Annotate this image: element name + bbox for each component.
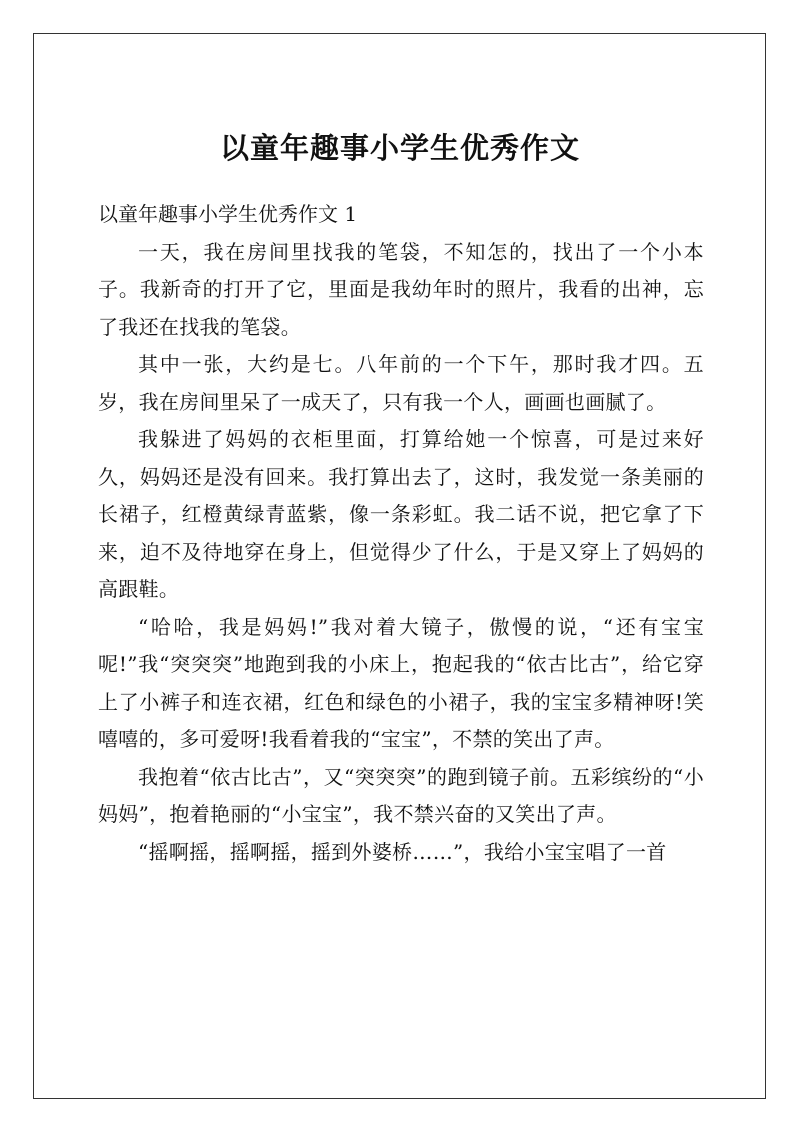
document-title: 以童年趣事小学生优秀作文 <box>219 131 580 165</box>
paragraph-2: 其中一张，大约是七。八年前的一个下午，那时我才四。五岁，我在房间里呆了一成天了，只有我一个人，画画也画腻了。 <box>98 352 704 414</box>
paragraph-6: “摇啊摇，摇啊摇，摇到外婆桥……”，我给小宝宝唱了一首 <box>138 839 667 864</box>
paragraph-4: “哈哈，我是妈妈!”我对着大镜子，傲慢的说，“还有宝宝呢!”我“突突突”地跑到我的小床上，抱起我的“依古比古”，给它穿上了小裤子和连衣裙，红色和绿色的小裙子，我的宝宝多精神呀!笑嘻嘻的，多可爱呀!我看着我的“宝宝”，不禁的笑出了声。 <box>98 614 704 751</box>
document-body <box>98 196 704 871</box>
essay-subtitle: 以童年趣事小学生优秀作文 1 <box>98 202 358 226</box>
paragraph-1: 一天，我在房间里找我的笔袋，不知怎的，找出了一个小本子。我新奇的打开了它，里面是我幼年时的照片，我看的出神，忘了我还在找我的笔袋。 <box>98 239 704 339</box>
paragraph-5: 我抱着“依古比古”，又“突突突”的跑到镜子前。五彩缤纷的“小妈妈”，抱着艳丽的“小宝宝”，我不禁兴奋的又笑出了声。 <box>98 764 704 826</box>
paragraph-3: 我躲进了妈妈的衣柜里面，打算给她一个惊喜，可是过来好久，妈妈还是没有回来。我打算出去了，这时，我发觉一条美丽的长裙子，红橙黄绿青蓝紫，像一条彩虹。我二话不说，把它拿了下来，迫不及待地穿在身上，但觉得少了什么，于是又穿上了妈妈的高跟鞋。 <box>98 427 704 601</box>
